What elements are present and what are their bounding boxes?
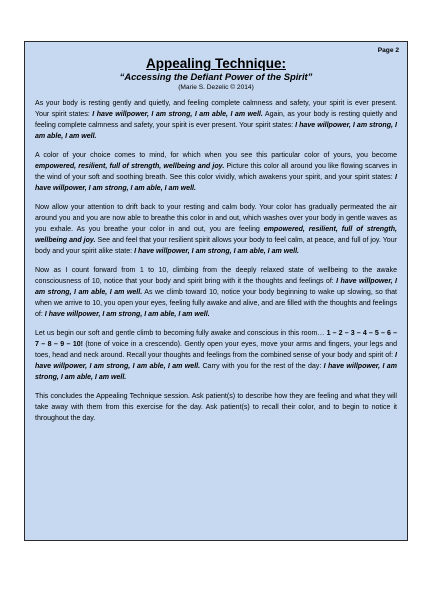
emphasis-text: I have willpower, I am strong, I am able, I am well. [35,174,397,193]
document-body [35,98,397,424]
paragraph-text: Now allow your attention to drift back to your resting and calm body. Your color has gradually permeated the air around you and you are now able to breathe this color in and out, which washes over your body in gentle waves as you exhale. As you breathe your color in and out, you are feeling [35,203,397,234]
paragraph-text: Again, as your body is resting quietly and feeling complete calmness and safety, your spirit is ever present. Your spirit states: [35,111,397,130]
emphasis-text: I have willpower, I am strong, I am able, I am well. [44,311,210,319]
emphasis-text: I have willpower, I am strong, I am able, I am well. [134,248,299,256]
page-number: Page 2 [377,47,399,54]
paragraph-text: As your body is resting gently and quietly, and feeling complete calmness and safety, your spirit is ever present. Your spirit states: [35,100,397,119]
paragraph-text: As we climb toward 10, notice your body beginning to wake up slowing, so that when we arrive to 10, you open your eyes, feeling fully awake and alive, and are filled with the thoughts and feelings of: [35,289,397,319]
emphasis-text: I have willpower, I am strong, I am able, I am well. [35,363,397,382]
emphasis-text: empowered, resilient, full of strength, wellbeing and joy. [35,163,225,171]
page-subtitle: “Accessing the Defiant Power of the Spirit” [119,71,313,82]
paragraph-text: (tone of voice in a crescendo). Gently open your eyes, move your arms and fingers, your legs and toes, head and neck around. Recall your thoughts and feelings from the combined sense of your body and spirit of: [35,341,397,360]
emphasis-text: empowered, resilient, full of strength, wellbeing and joy. [35,226,397,245]
paragraph-text: A color of your choice comes to mind, for which when you see this particular color of yours, you become [35,151,397,159]
paragraph-text: Now as I count forward from 1 to 10, climbing from the deeply relaxed state of wellbeing to the awake consciousness of 10, notice that your body and spirit bring with it the thoughts and feelings of: [35,267,397,286]
paragraph [35,328,397,383]
paragraph [35,98,397,142]
paragraph [35,202,397,257]
emphasis-text: I have willpower, I am strong, I am able, I am well. [35,278,397,297]
paragraph-text: Let us begin our soft and gentle climb to becoming fully awake and conscious in this room… [35,330,327,338]
paragraph-text: Carry with you for the rest of the day: [200,363,324,371]
emphasis-text: 1 – 2 – 3 – 4 – 5 – 6 – 7 – 8 – 9 – 10! [35,330,397,349]
emphasis-text: I have willpower, I am strong, I am able, I am well. [35,352,397,371]
page-title: Appealing Technique: [145,56,286,71]
paragraph [35,265,397,320]
paragraph [35,150,397,194]
emphasis-text: I have willpower, I am strong, I am able, I am well. [92,111,263,119]
document-panel [24,41,408,541]
paragraph-text: This concludes the Appealing Technique session. Ask patient(s) to describe how they are feeling and what they will take away with them from this exercise for the day. Ask patient(s) to recall their color, and to begin to notice it throughout the day. [35,393,397,423]
emphasis-text: I have willpower, I am strong, I am able, I am well. [35,122,397,141]
paragraph-text: See and feel that your resilient spirit allows your body to feel calm, at peace, and full of joy. Your body and your spirit alike state: [35,237,397,256]
author-credit: (Marie S. Dezelic © 2014) [178,84,254,91]
paragraph [35,391,397,424]
paragraph-text: Picture this color all around you like flowing scarves in the wind of your soft and soothing breath. See this color vividly, which awakens your spirit, and your spirit states: [35,163,397,182]
